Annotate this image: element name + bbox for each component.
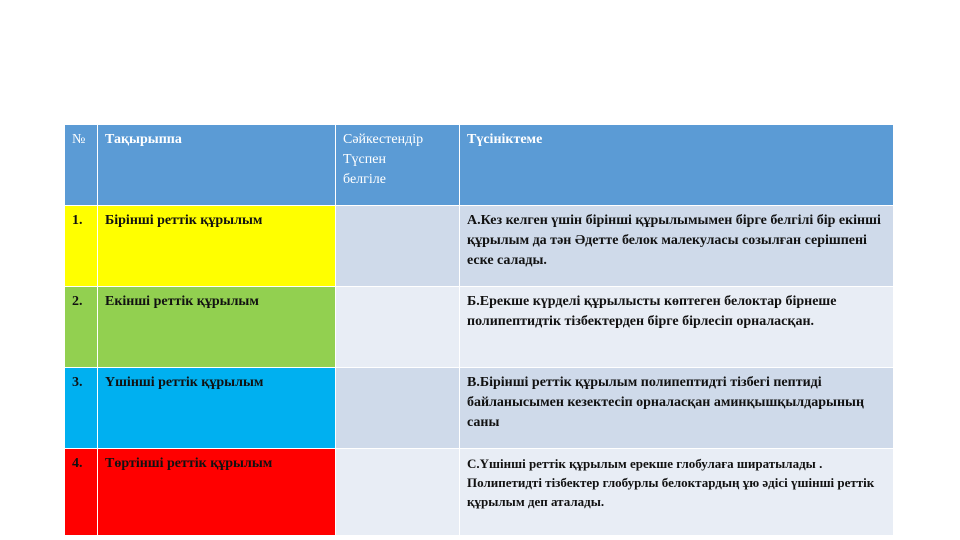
row-number: 4. — [65, 449, 98, 536]
header-match-line1: Сәйкестендір — [343, 132, 424, 147]
row-description: С.Үшінші реттік құрылым ерекше глобулаға ширатылады . Полипетидті тізбектер глобурлы белоктардың ұю әдісі үшінші реттік құрылым деп аталады. — [460, 449, 894, 536]
row-color-cell[interactable] — [336, 368, 460, 449]
header-match-line2: Түспен — [343, 152, 386, 167]
header-description: Түсініктеме — [460, 125, 894, 206]
row-color-cell[interactable] — [336, 206, 460, 287]
row-topic: Төртінші реттік құрылым — [98, 449, 336, 536]
row-topic: Екінші реттік құрылым — [98, 287, 336, 368]
row-description: А.Кез келген үшін бірінші құрылымымен бірге белгілі бір екінші құрылым да тән Әдетте белок малекуласы созылған серішпені еске салады. — [460, 206, 894, 287]
row-color-cell[interactable] — [336, 449, 460, 536]
row-number: 1. — [65, 206, 98, 287]
header-match — [336, 125, 460, 206]
row-topic: Бірінші реттік құрылым — [98, 206, 336, 287]
row-number: 3. — [65, 368, 98, 449]
header-match-line3: белгіле — [343, 172, 386, 187]
table-row — [65, 368, 894, 449]
row-description: В.Бірінші реттік құрылым полипептидті тізбегі пептиді байланысымен кезектесіп орналасқан аминқышқылдарының саны — [460, 368, 894, 449]
row-description: Б.Ерекше күрделі құрылысты көптеген белоктар бірнеше полипептидтік тізбектерден бірге бірлесіп орналасқан. — [460, 287, 894, 368]
matching-table — [64, 124, 894, 536]
row-color-cell[interactable] — [336, 287, 460, 368]
table-row — [65, 449, 894, 536]
row-topic: Үшінші реттік құрылым — [98, 368, 336, 449]
table-row — [65, 206, 894, 287]
header-topic: Тақырыппа — [98, 125, 336, 206]
row-number: 2. — [65, 287, 98, 368]
header-number: № — [65, 125, 98, 206]
table-row — [65, 287, 894, 368]
table-header-row — [65, 125, 894, 206]
